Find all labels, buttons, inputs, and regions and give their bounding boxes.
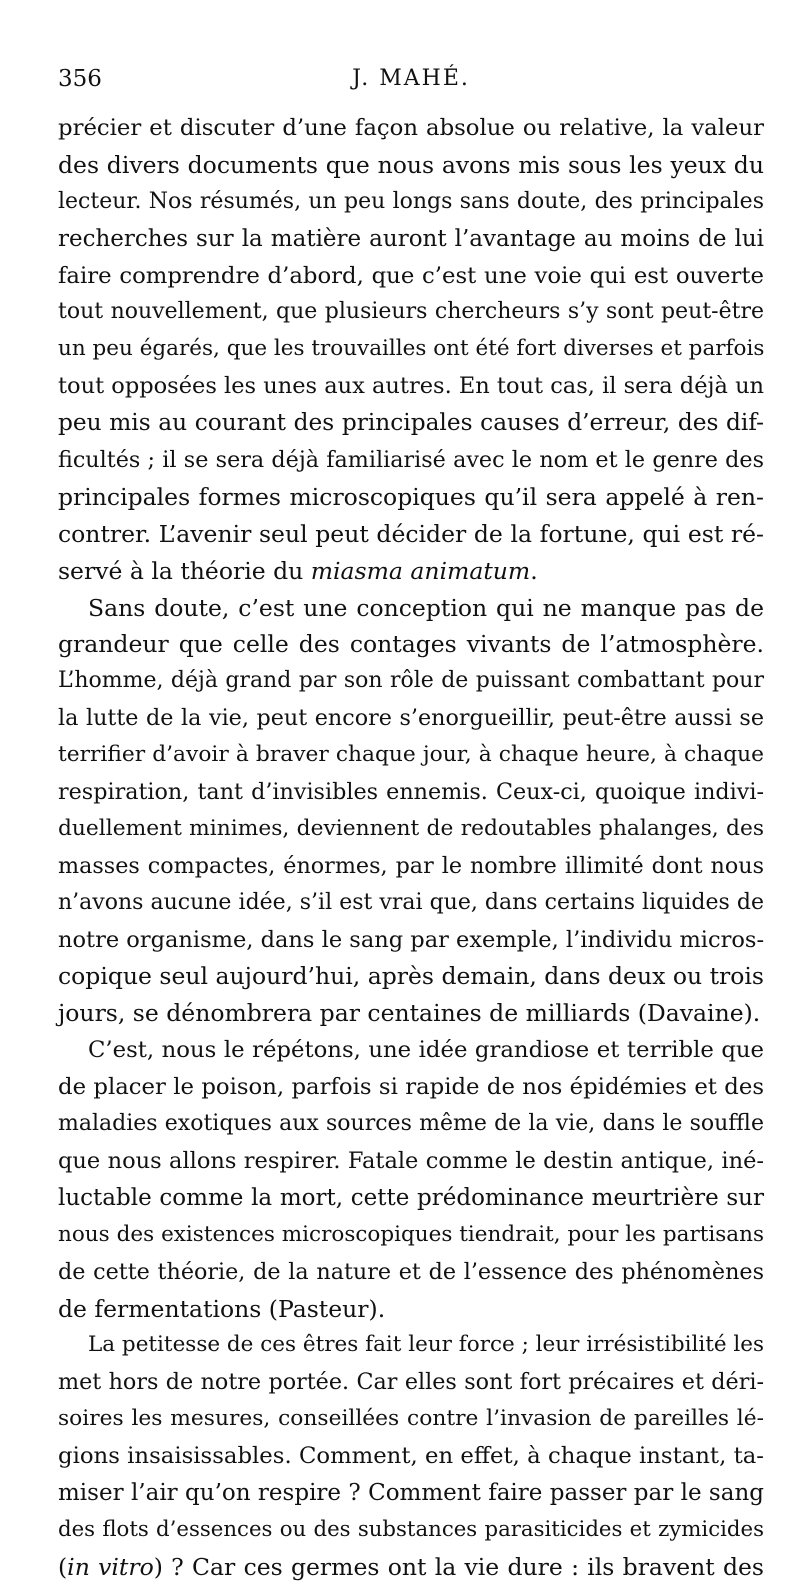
text-line: principales formes microscopiques qu’il sera appelé à ren- — [58, 482, 764, 511]
running-title: J. MAHÉ. — [352, 66, 470, 91]
text-line: la lutte de la vie, peut encore s’enorgueillir, peut-être aussi se — [58, 705, 764, 732]
text-line: soires les mesures, conseillées contre l’invasion de pareilles lé- — [58, 1406, 764, 1432]
text-line: précier et discuter d’une façon absolue ou relative, la valeur — [58, 115, 764, 141]
text-line: tout opposées les unes aux autres. En tout cas, il sera déjà un — [58, 373, 765, 400]
text-line: peu mis au courant des principales causes d’erreur, des dif- — [58, 409, 764, 437]
text-line: luctable comme la mort, cette prédominance meurtrière sur — [58, 1184, 764, 1211]
text-segment: . — [530, 556, 538, 585]
text-segment: ) ? Car ces germes ont la vie dure : ils bravent des — [153, 1552, 764, 1581]
text-line: nous des existences microscopiques tiendrait, pour les partisans — [58, 1221, 764, 1247]
body-text — [58, 110, 764, 1586]
text-line: des divers documents que nous avons mis sous les yeux du — [58, 150, 764, 179]
paragraph-first-line: Sans doute, c’est une conception qui ne manque pas de — [88, 593, 764, 622]
text-line: respiration, tant d’invisibles ennemis. Ceux-ci, quoique indivi- — [58, 779, 764, 806]
italic-term: in vitro — [67, 1552, 154, 1581]
text-line: de fermentations (Pasteur). — [58, 1294, 386, 1323]
text-line: maladies exotiques aux sources même de la vie, dans le souffle — [58, 1111, 764, 1137]
text-line: gions insaisissables. Comment, en effet, à chaque instant, ta- — [58, 1443, 764, 1470]
text-line: copique seul aujourd’hui, après demain, dans deux ou trois — [58, 962, 764, 991]
page-number: 356 — [58, 66, 102, 92]
text-line: contrer. L’avenir seul peut décider de la fortune, qui est ré- — [58, 519, 764, 548]
text-line: ficultés ; il se sera déjà familiarisé avec le nom et le genre des — [58, 447, 764, 474]
text-line: duellement minimes, deviennent de redoutables phalanges, des — [58, 815, 764, 841]
running-head — [58, 66, 764, 106]
text-line — [58, 553, 764, 590]
italic-term: miasma animatum — [310, 556, 531, 585]
text-line: L’homme, déjà grand par son rôle de puissant combattant pour — [58, 668, 764, 694]
text-line: jours, se dénombrera par centaines de milliards (Davaine). — [58, 999, 761, 1028]
text-line: de cette théorie, de la nature et de l’essence des phénomènes — [58, 1258, 764, 1285]
text-line: que nous allons respirer. Fatale comme le destin antique, iné- — [58, 1147, 764, 1174]
paragraph-first-line: C’est, nous le répétons, une idée grandiose et terrible que — [88, 1037, 764, 1064]
text-line: faire comprendre d’abord, que c’est une voie qui est ouverte — [58, 262, 764, 289]
text-line — [58, 1549, 764, 1586]
text-line: recherches sur la matière auront l’avantage au moins de lui — [58, 225, 764, 252]
text-line: n’avons aucune idée, s’il est vrai que, dans certains liquides de — [58, 889, 764, 915]
text-line: masses compactes, énormes, par le nombre illimité dont nous — [58, 852, 764, 879]
text-segment: ( — [58, 1552, 68, 1581]
text-line: des flots d’essences ou des substances parasiticides et zymicides — [58, 1516, 764, 1542]
text-line: un peu égarés, que les trouvailles ont été fort diverses et parfois — [58, 336, 765, 362]
text-line: lecteur. Nos résumés, un peu longs sans doute, des principales — [58, 188, 764, 214]
text-line: terrifier d’avoir à braver chaque jour, à chaque heure, à chaque — [58, 742, 764, 768]
text-line: miser l’air qu’on respire ? Comment faire passer par le sang — [58, 1479, 764, 1506]
text-line: tout nouvellement, que plusieurs chercheurs s’y sont peut-être — [58, 299, 764, 325]
text-line: met hors de notre portée. Car elles sont fort précaires et déri- — [58, 1369, 764, 1396]
text-line: de placer le poison, parfois si rapide de nos épidémies et des — [58, 1074, 764, 1101]
paragraph-first-line: La petitesse de ces êtres fait leur force ; leur irrésistibilité les — [88, 1332, 765, 1358]
text-segment: servé à la théorie du — [58, 556, 311, 585]
text-line: grandeur que celle des contages vivants de l’atmosphère. — [58, 630, 764, 659]
text-line: notre organisme, dans le sang par exemple, l’individu micros- — [58, 926, 765, 953]
